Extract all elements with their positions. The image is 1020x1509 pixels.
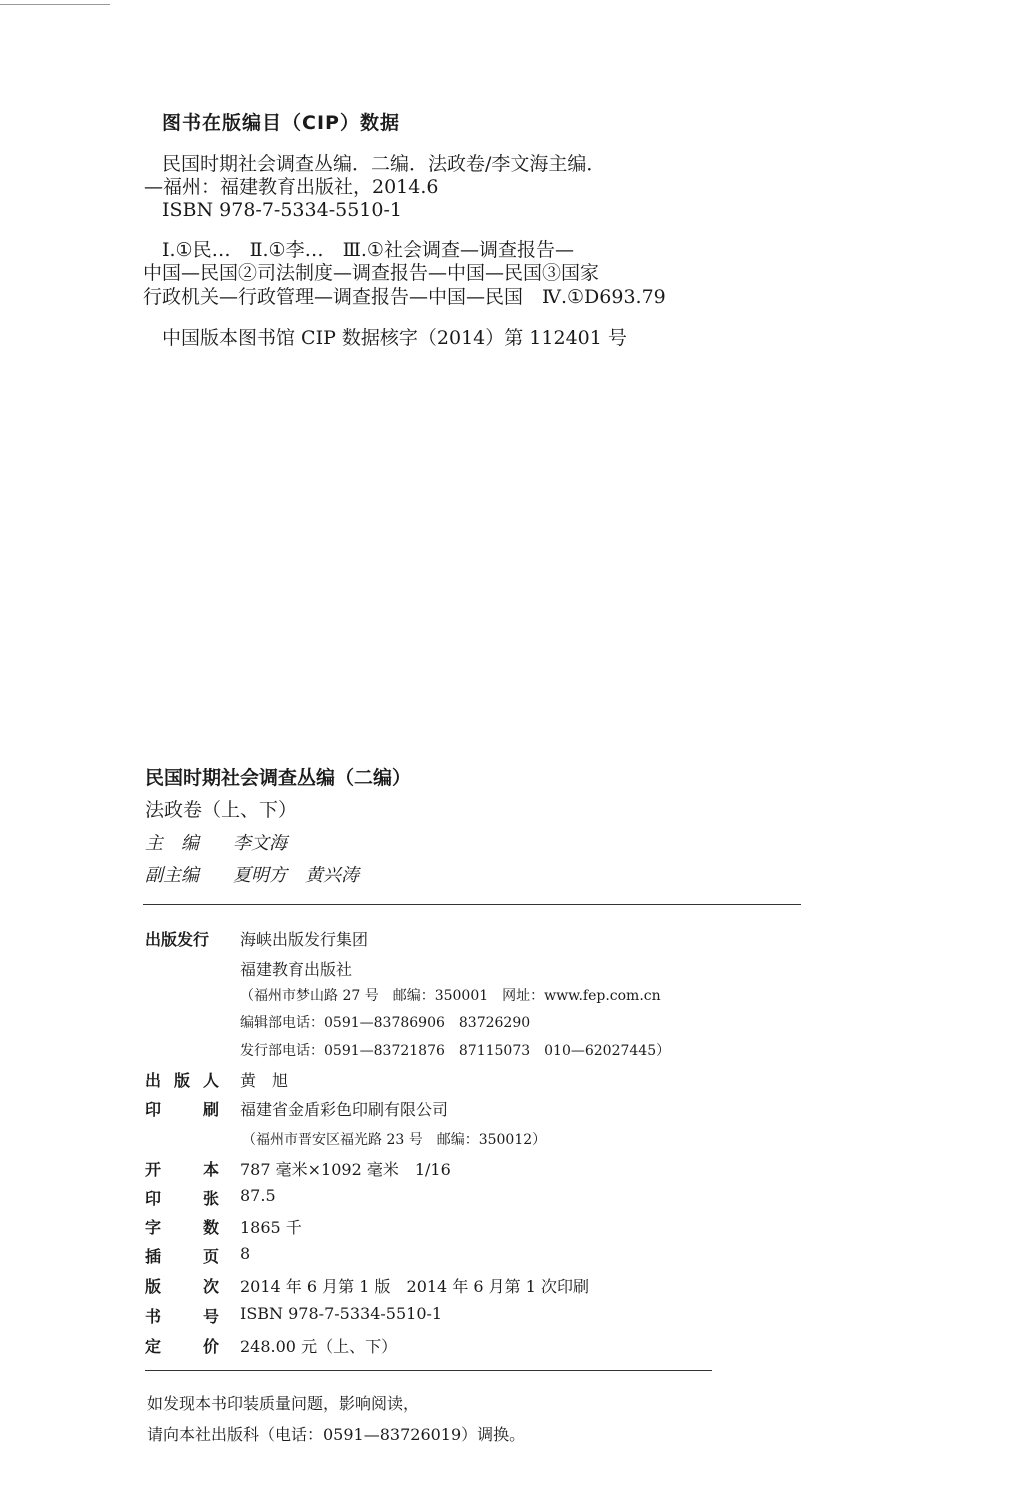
format-label: 开 本 [145, 1160, 219, 1179]
plates-label: 插 页 [145, 1247, 219, 1266]
printer-label: 印 刷 [145, 1100, 219, 1119]
series-title: 民国时期社会调查丛编（二编） [145, 767, 412, 789]
publisher-label: 出版发行 [145, 930, 210, 949]
notice-line-2: 请向本社出版科（电话：0591—83726019）调换。 [147, 1425, 526, 1444]
cip-line: 中国—民国②司法制度—调查报告—中国—民国③国家 [143, 262, 600, 284]
editor-row [145, 829, 287, 855]
price-label: 定 价 [145, 1337, 219, 1356]
price-value: 248.00 元（上、下） [240, 1337, 398, 1356]
printer-name: 福建省金盾彩色印刷有限公司 [240, 1100, 449, 1119]
deputy-editor-row [145, 861, 359, 887]
volume-title: 法政卷（上、下） [145, 799, 298, 821]
sheets-label: 印 张 [145, 1189, 219, 1208]
publisher-group: 海峡出版发行集团 [240, 930, 369, 949]
publisher-person: 黄 旭 [240, 1071, 289, 1090]
publisher-address: （福州市梦山路 27 号 邮编：350001 网址：www.fep.com.cn [240, 988, 661, 1004]
publisher-name: 福建教育出版社 [240, 960, 353, 979]
cip-line: Ⅰ.①民… Ⅱ.①李… Ⅲ.①社会调查—调查报告— [162, 239, 574, 261]
printer-address: （福州市晋安区福光路 23 号 邮编：350012） [242, 1132, 547, 1148]
notice-line-1: 如发现本书印装质量问题，影响阅读， [147, 1394, 420, 1413]
distribution-phone: 发行部电话：0591—83721876 87115073 010—62027445） [240, 1043, 671, 1059]
isbn-label: 书 号 [145, 1307, 219, 1326]
deputy-editor-names: 夏明方 黄兴涛 [233, 865, 359, 886]
scan-edge-line [0, 4, 110, 5]
deputy-editor-label: 副主编 [145, 865, 199, 886]
cip-line: 行政机关—行政管理—调查报告—中国—民国 Ⅳ.①D693.79 [143, 286, 666, 308]
divider-top [143, 904, 801, 905]
cip-title: 图书在版编目（CIP）数据 [162, 112, 400, 134]
editor-name: 李文海 [233, 833, 287, 854]
words-value: 1865 千 [240, 1218, 302, 1237]
plates-value: 8 [240, 1244, 251, 1263]
divider-bottom [145, 1370, 712, 1371]
edition-value: 2014 年 6 月第 1 版 2014 年 6 月第 1 次印刷 [240, 1277, 590, 1296]
sheets-value: 87.5 [240, 1186, 276, 1205]
editorial-phone: 编辑部电话：0591—83786906 83726290 [240, 1015, 531, 1031]
cip-line: —福州：福建教育出版社，2014.6 [144, 176, 439, 198]
cip-line: ISBN 978-7-5334-5510-1 [162, 199, 402, 221]
publisher-person-label: 出 版 人 [145, 1071, 219, 1090]
isbn-value: ISBN 978-7-5334-5510-1 [240, 1304, 443, 1323]
cip-number-line: 中国版本图书馆 CIP 数据核字（2014）第 112401 号 [162, 327, 627, 349]
cip-line: 民国时期社会调查丛编．二编．法政卷/李文海主编． [162, 153, 606, 175]
editor-label: 主 编 [145, 833, 199, 854]
format-value: 787 毫米×1092 毫米 1/16 [240, 1160, 451, 1179]
edition-label: 版 次 [145, 1277, 219, 1296]
words-label: 字 数 [145, 1218, 219, 1237]
